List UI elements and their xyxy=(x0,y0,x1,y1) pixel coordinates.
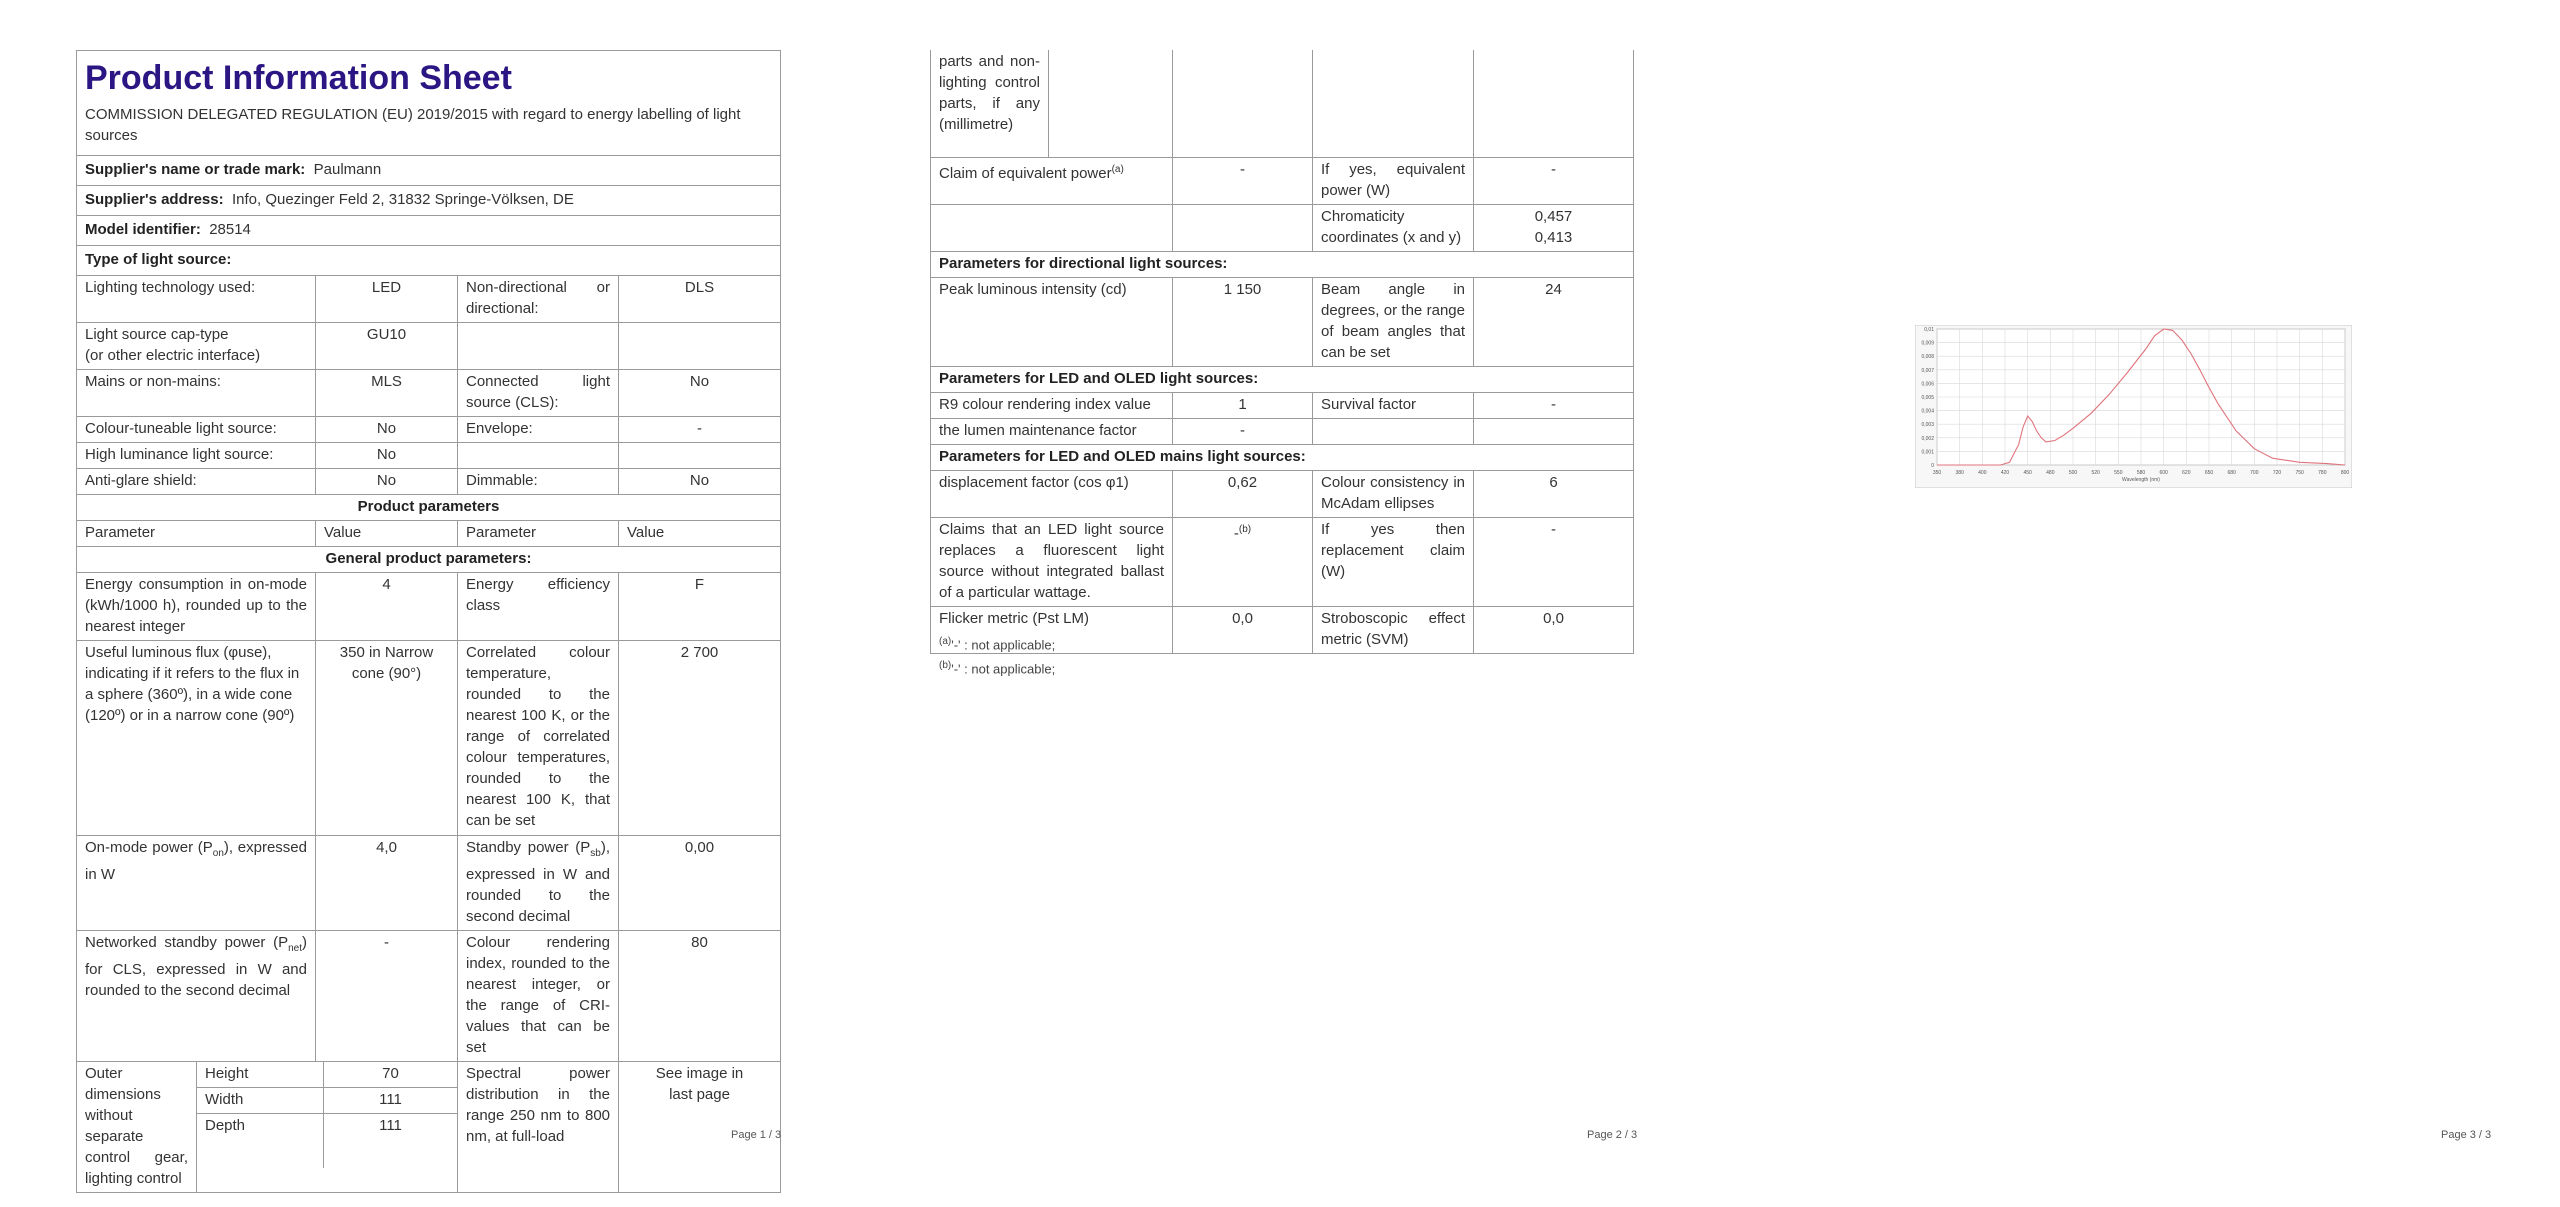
supplier-label: Supplier's name or trade mark: xyxy=(85,161,306,178)
x-tick-label: 380 xyxy=(1955,470,1964,476)
tune-label: Colour-tuneable light source: xyxy=(77,417,316,443)
x-tick-label: 680 xyxy=(2227,470,2236,476)
mains-heading: Parameters for LED and OLED mains light sources: xyxy=(931,444,1634,470)
x-tick-label: 550 xyxy=(2114,470,2123,476)
x-tick-label: 650 xyxy=(2204,470,2214,476)
y-tick-label: 0,004 xyxy=(1921,408,1934,415)
address-value: Info, Quezinger Feld 2, 31832 Springe-Völksen, DE xyxy=(231,191,574,208)
x-tick-label: 800 xyxy=(2340,470,2350,476)
y-tick-label: 0,006 xyxy=(1921,381,1934,388)
height-value: 70 xyxy=(324,1062,458,1088)
depth-value: 111 xyxy=(379,1117,402,1134)
equiv-value: - xyxy=(1173,157,1313,204)
y-tick-label: 0,003 xyxy=(1921,422,1934,429)
depth-label: Depth xyxy=(197,1114,324,1169)
disp-value: 0,62 xyxy=(1173,470,1313,517)
equiv-label: Claim of equivalent power$^{(a)}$ xyxy=(931,157,1173,204)
model-label: Model identifier: xyxy=(85,221,201,238)
x-tick-label: 420 xyxy=(2000,470,2010,476)
width-value: 111 xyxy=(324,1088,458,1114)
hl-label: High luminance light source: xyxy=(77,443,316,469)
r9-label: R9 colour rendering index value xyxy=(931,392,1173,418)
ag-value: No xyxy=(316,469,458,495)
standby-label: Standby power $(P_{sb})$, expressed in W and rounded to the second decimal xyxy=(458,836,619,931)
x-tick-label: 750 xyxy=(2295,470,2304,476)
directional-heading: Parameters for directional light sources: xyxy=(931,251,1634,277)
cls-value: No xyxy=(619,370,781,417)
x-tick-label: 350 xyxy=(1932,470,1942,476)
page-footer-1: Page 1 / 3 xyxy=(731,1129,782,1141)
cap-value: GU10 xyxy=(316,323,458,370)
y-tick-label: 0,001 xyxy=(1921,449,1934,456)
standby-value: 0,00 xyxy=(619,836,781,931)
regulation-text: COMMISSION DELEGATED REGULATION (EU) 2019/2015 with regard to energy labelling of light sources xyxy=(85,106,741,144)
page-title: Product Information Sheet xyxy=(85,59,512,97)
chroma-y: 0,413 xyxy=(1534,228,1573,246)
y-tick-label: 0,005 xyxy=(1921,395,1934,401)
led-heading: Parameters for LED and OLED light sources: xyxy=(931,366,1634,392)
col-parameter-2: Parameter xyxy=(458,521,619,547)
dir-label: Non-directional or directional: xyxy=(458,276,619,323)
type-heading: Type of light source: xyxy=(77,246,781,276)
dir-value: DLS xyxy=(619,276,781,323)
cls-label: Connected light source (CLS): xyxy=(458,370,619,417)
beam-label: Beam angle in degrees, or the range of beam angles that can be set xyxy=(1313,277,1474,366)
net-value: - xyxy=(316,931,458,1062)
peak-value: 1 150 xyxy=(1173,277,1313,366)
energy-value: 4 xyxy=(316,573,458,641)
mains-label: Mains or non-mains: xyxy=(77,370,316,417)
x-tick-label: 480 xyxy=(2046,470,2055,476)
ag-label: Anti-glare shield: xyxy=(77,469,316,495)
page-footer-3: Page 3 / 3 xyxy=(2441,1129,2492,1141)
tech-label: Lighting technology used: xyxy=(77,276,316,323)
col-value-2: Value xyxy=(619,521,781,547)
cri-value: 80 xyxy=(619,931,781,1062)
parameters-table xyxy=(930,50,1634,654)
cap-label: Light source cap-type xyxy=(85,326,229,343)
x-tick-label: 400 xyxy=(1978,470,1987,476)
y-tick-label: 0,009 xyxy=(1921,340,1934,347)
header-cell xyxy=(77,51,781,156)
continued-label: parts and non-lighting control parts, if any (millimetre) xyxy=(931,50,1049,157)
model-value: 28514 xyxy=(209,221,251,238)
chroma-label: Chromaticity coordinates (x and y) xyxy=(1313,204,1474,251)
address-label: Supplier's address: xyxy=(85,191,224,208)
tech-value: LED xyxy=(316,276,458,323)
cap-label-2: (or other electric interface) xyxy=(85,347,261,364)
dim-value: No xyxy=(619,469,781,495)
footnote-b: $^{(b)}$'-' : not applicable; xyxy=(939,660,1056,677)
spd-label: Spectral power distribution in the range 250 nm to 800 nm, at full-load xyxy=(458,1062,619,1193)
env-label: Envelope: xyxy=(458,417,619,443)
x-axis-label: Wavelength (nm) xyxy=(2122,477,2160,483)
consist-label: Colour consistency in McAdam ellipses xyxy=(1313,470,1474,517)
survival-value: - xyxy=(1474,392,1634,418)
x-tick-label: 780 xyxy=(2318,470,2327,476)
env-value: - xyxy=(619,417,781,443)
col-parameter-1: Parameter xyxy=(77,521,316,547)
flicker-label: Flicker metric (Pst LM) xyxy=(931,606,1173,653)
spd-value: See image in last page xyxy=(619,1062,781,1193)
page-footer-2: Page 2 / 3 xyxy=(1587,1129,1638,1141)
cct-label: Correlated colour temperature, rounded to the nearest 100 K, or the range of correlated colour temperatures, rounded to the nearest 100 K, that can be set xyxy=(458,641,619,836)
claim-label: Claims that an LED light source replaces a fluorescent light source without integrated ballast of a particular wattage. xyxy=(931,517,1173,606)
x-tick-label: 580 xyxy=(2136,470,2146,476)
chroma-x: 0,457 xyxy=(1534,207,1573,225)
dimensions-cell xyxy=(197,1062,458,1193)
strobo-value: 0,0 xyxy=(1474,606,1634,653)
supplier-value: Paulmann xyxy=(313,161,382,178)
width-label: Width xyxy=(197,1088,324,1114)
cap-label-cell xyxy=(77,323,316,370)
flux-value: 350 in Narrow cone (90°) xyxy=(316,641,458,836)
chroma-values xyxy=(1474,204,1634,251)
disp-label: displacement factor (cos φ1) xyxy=(931,470,1173,517)
energy-label: Energy consumption in on-mode (kWh/1000 h), rounded up to the nearest integer xyxy=(77,573,316,641)
eclass-label: Energy efficiency class xyxy=(458,573,619,641)
general-heading: General product parameters: xyxy=(77,547,781,573)
flux-label: Useful luminous flux (φuse), indicating if it refers to the flux in a sphere (360º), in a wide cone (120º) or in a narrow cone (90º) xyxy=(77,641,316,836)
col-value-1: Value xyxy=(316,521,458,547)
product-information-table xyxy=(76,50,781,1193)
eclass-value: F xyxy=(619,573,781,641)
x-tick-label: 450 xyxy=(2023,470,2032,476)
onpower-label: On-mode power $(P_{on})$, expressed in W xyxy=(77,836,316,931)
consist-value: 6 xyxy=(1474,470,1634,517)
spectral-chart xyxy=(1915,325,2352,488)
dim-label: Dimmable: xyxy=(458,469,619,495)
outer-label: Outer dimensions without separate control gear, lighting control xyxy=(77,1062,197,1193)
survival-label: Survival factor xyxy=(1313,392,1474,418)
cct-value: 2 700 xyxy=(619,641,781,836)
claim-value: -$^{(b)}$ xyxy=(1173,517,1313,606)
x-tick-label: 720 xyxy=(2272,470,2282,476)
x-tick-label: 500 xyxy=(2068,470,2078,476)
y-tick-label: 0,007 xyxy=(1921,367,1934,374)
flicker-value: 0,0 xyxy=(1173,606,1313,653)
lumen-label: the lumen maintenance factor xyxy=(931,418,1173,444)
equiv-yes-label: If yes, equivalent power (W) xyxy=(1313,157,1474,204)
page-2 xyxy=(853,0,1706,1207)
beam-value: 24 xyxy=(1474,277,1634,366)
r9-value: 1 xyxy=(1173,392,1313,418)
footnote-a: $^{(a)}$'-' : not applicable; xyxy=(939,636,1056,653)
replace-label: If yes then replacement claim (W) xyxy=(1313,517,1474,606)
x-tick-label: 520 xyxy=(2091,470,2100,476)
x-tick-label: 600 xyxy=(2159,470,2168,476)
strobo-label: Stroboscopic effect metric (SVM) xyxy=(1313,606,1474,653)
replace-value: - xyxy=(1474,517,1634,606)
page-1 xyxy=(0,0,853,1207)
tune-value: No xyxy=(316,417,458,443)
cri-label: Colour rendering index, rounded to the nearest integer, or the range of CRI-values that can be set xyxy=(458,931,619,1062)
hl-value: No xyxy=(316,443,458,469)
x-tick-label: 700 xyxy=(2250,470,2259,476)
y-tick-label: 0,01 xyxy=(1924,327,1934,333)
onpower-value: 4,0 xyxy=(316,836,458,931)
product-params-heading: Product parameters xyxy=(77,495,781,521)
y-tick-label: 0 xyxy=(1931,463,1934,469)
lumen-value: - xyxy=(1173,418,1313,444)
x-tick-label: 620 xyxy=(2182,470,2191,476)
peak-label: Peak luminous intensity (cd) xyxy=(931,277,1173,366)
net-label: Networked standby power $(P_{net})$ for CLS, expressed in W and rounded to the second decimal xyxy=(77,931,316,1062)
y-tick-label: 0,002 xyxy=(1921,435,1934,442)
mains-value: MLS xyxy=(316,370,458,417)
equiv-yes-value: - xyxy=(1474,157,1634,204)
spectral-chart-svg xyxy=(1915,325,2352,488)
y-tick-label: 0,008 xyxy=(1921,354,1934,361)
height-label: Height xyxy=(197,1062,324,1088)
